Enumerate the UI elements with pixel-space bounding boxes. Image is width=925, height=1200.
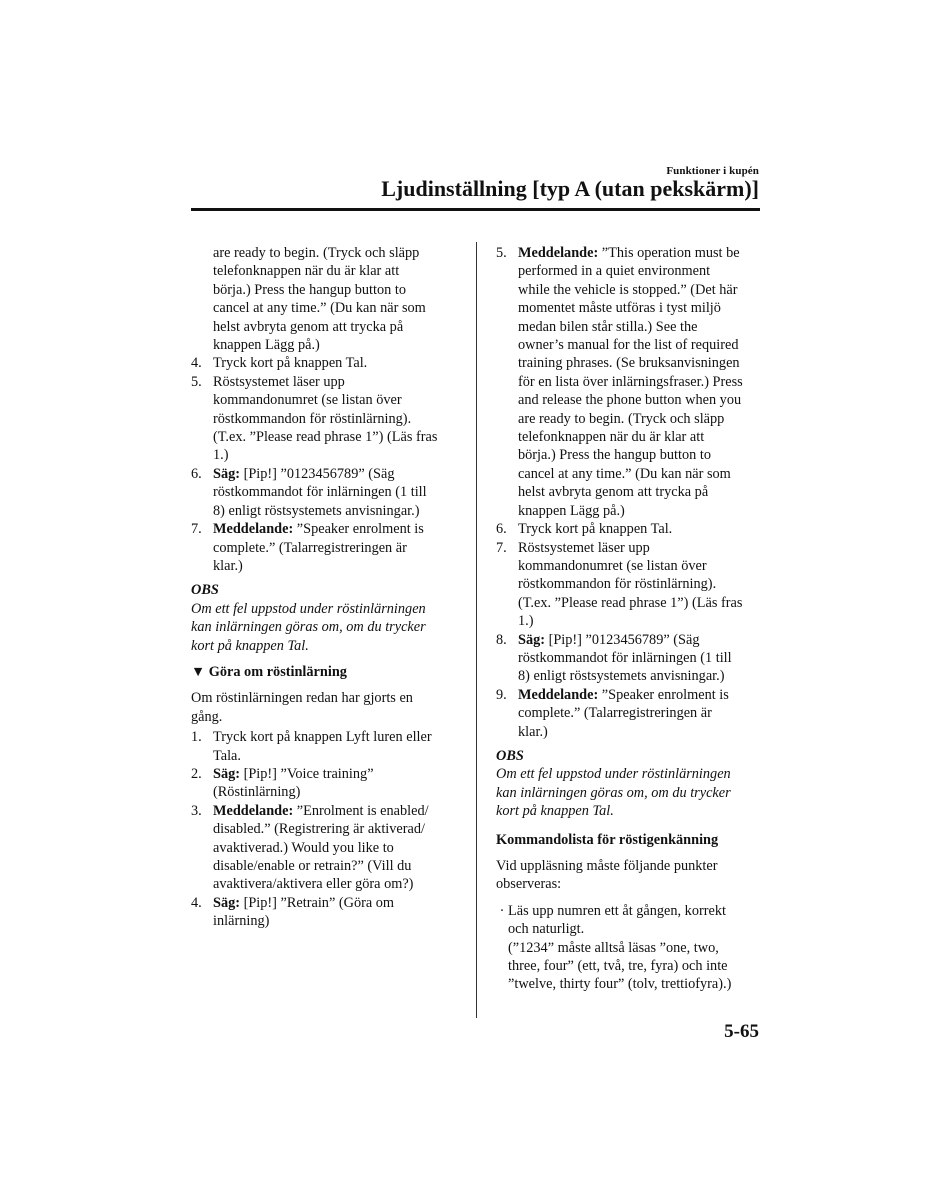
retrain-step-4: 4. Säg: [Pip!] ”Retrain” (Göra om inlärning) xyxy=(191,894,395,930)
right-note-title: OBS xyxy=(496,747,524,764)
bullet-item: · Läs upp numren ett åt gången, korrekt och naturligt. (”1234” måste alltså läsas ”one, two, three, four” (ett, två, tre, fyra) och inte ”twelve, thirty four” (tolv, trettiofyra).) xyxy=(496,902,761,994)
retrain-step-3: 3. Meddelande: ”Enrolment is enabled/ disabled.” (Registrering är aktiverad/ avaktiverad.) Would you like to disable/enable or retrain?” (Vill du avaktivera/aktivera eller göra om?) xyxy=(191,802,429,893)
section-label: Funktioner i kupén xyxy=(666,165,759,177)
retrain-step-1: 1. Tryck kort på knappen Lyft luren eller Tala. xyxy=(191,729,432,764)
retrain-intro: Om röstinlärningen redan har gjorts en gång. xyxy=(191,690,413,725)
continued-step-text: are ready to begin. (Tryck och släpp telefonknappen när du är klar att börja.) Press the hangup button to cancel at any time.” (Du kan när som helst avbryta genom att trycka på knappen Lägg på.) xyxy=(213,245,426,354)
right-step-8: 8. Säg: [Pip!] ”0123456789” (Säg röstkommandot för inlärningen (1 till 8) enligt röstsystemets anvisningar.) xyxy=(496,631,732,685)
retrain-step-2: 2. Säg: [Pip!] ”Voice training” (Röstinlärning) xyxy=(191,765,374,801)
bullet-dot-icon: · xyxy=(499,902,505,919)
command-list-intro: Vid uppläsning måste följande punkter observeras: xyxy=(496,858,718,893)
command-list-heading: Kommandolista för röstigenkänning xyxy=(496,831,719,848)
page-number: 5-65 xyxy=(724,1021,759,1042)
right-note-body: Om ett fel uppstod under röstinlärningen kan inlärningen göras om, om du trycker kort på knappen Tal. xyxy=(496,766,731,820)
right-step-7: 7. Röstsystemet läser upp kommandonumret (se listan över röstkommandon för röstinlärning). (T.ex. ”Please read phrase 1”) (Läs fras 1.) xyxy=(496,539,743,630)
step-4: 4. Tryck kort på knappen Tal. xyxy=(191,355,368,372)
right-step-5: 5. Meddelande: ”This operation must be performed in a quiet environment while the vehicle is stopped.” (Det här momentet måste utföras i tyst miljö medan bilen står stilla.) See the owner’s manual for the list of required training phrases. (Se bruksanvisningen för en lista över inlärningsfraser.) Press and release the phone button when you are ready to begin. (Tryck och släpp telefonknappen när du är klar att börja.) Press the hangup button to cancel at any time.” (Du kan när som helst avbryta genom att trycka på knappen Lägg på.) xyxy=(496,245,743,519)
step-6: 6. Säg: [Pip!] ”0123456789” (Säg röstkommandot för inlärningen (1 till 8) enligt röstsystemets anvisningar.) xyxy=(191,465,427,519)
step-5: 5. Röstsystemet läser upp kommandonumret (se listan över röstkommandon för röstinlärning). (T.ex. ”Please read phrase 1”) (Läs fras 1.) xyxy=(191,373,438,464)
step-7: 7. Meddelande: ”Speaker enrolment is complete.” (Talarregistreringen är klar.) xyxy=(191,521,424,574)
note-body: Om ett fel uppstod under röstinlärningen kan inlärningen göras om, om du trycker kort på knappen Tal. xyxy=(191,600,426,654)
right-step-9: 9. Meddelande: ”Speaker enrolment is complete.” (Talarregistreringen är klar.) xyxy=(496,686,729,740)
note-title: OBS xyxy=(191,582,219,599)
subheading-retrain: ▼ Göra om röstinlärning xyxy=(191,663,347,680)
column-divider xyxy=(476,242,477,1018)
left-column xyxy=(191,244,453,931)
page-title: Ljudinställning [typ A (utan pekskärm)] xyxy=(381,176,759,201)
right-column xyxy=(496,244,761,994)
title-rule xyxy=(191,208,760,211)
right-step-6: 6. Tryck kort på knappen Tal. xyxy=(496,521,673,538)
